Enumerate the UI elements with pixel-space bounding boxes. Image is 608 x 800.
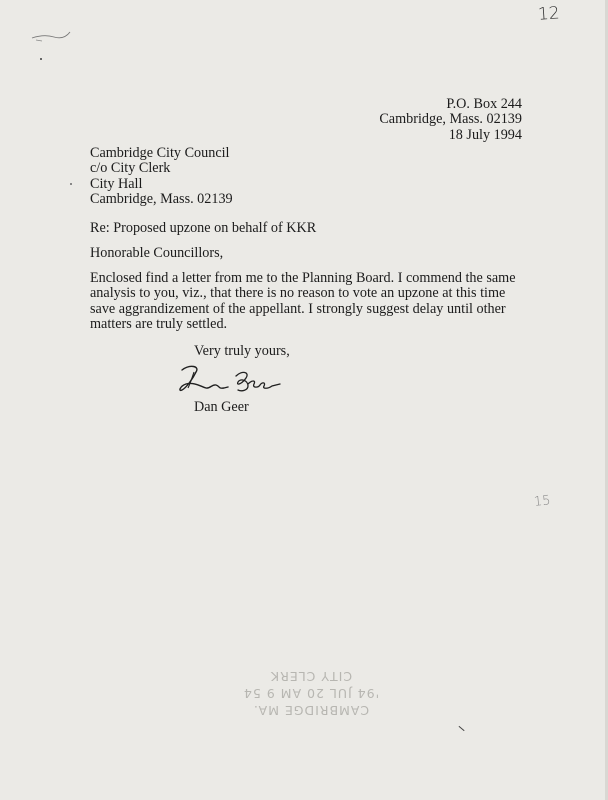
received-stamp [236, 668, 386, 719]
signer-name: Dan Geer [194, 399, 249, 415]
letter-date: 18 July 1994 [448, 126, 522, 143]
handwritten-signature [176, 358, 286, 398]
salutation: Honorable Councillors, [90, 245, 224, 261]
recipient-line: Cambridge, Mass. 02139 [90, 191, 233, 208]
recipient-line: c/o City Clerk [90, 160, 171, 177]
return-address-line: Cambridge, Mass. 02139 [379, 111, 522, 128]
return-address [379, 97, 522, 143]
handwritten-page-number: 12 [537, 3, 561, 25]
body-line: save aggrandizement of the appellant. I strongly suggest delay until other [90, 300, 506, 317]
closing: Very truly yours, [194, 343, 290, 359]
handwritten-page-number-faint: 15 [533, 493, 552, 510]
stamp-line: '94 JUL 20 AM 9 54 [242, 686, 380, 701]
speck [40, 58, 42, 60]
body-line: analysis to you, viz., that there is no reason to vote an upzone at this time [90, 285, 506, 302]
subject-line: Re: Proposed upzone on behalf of KKR [90, 220, 317, 236]
pencil-tick [458, 726, 464, 731]
stamp-line: CITY CLERK [269, 669, 353, 684]
recipient-line: Cambridge City Council [90, 145, 230, 161]
body-line: matters are truly settled. [90, 316, 228, 333]
return-address-line: P.O. Box 244 [446, 96, 522, 112]
pencil-mark-icon [30, 28, 74, 48]
recipient-line: City Hall [90, 175, 143, 192]
body-paragraph [90, 271, 530, 333]
body-line: Enclosed find a letter from me to the Planning Board. I commend the same [90, 270, 516, 286]
stamp-line: CAMBRIDGE MA. [252, 703, 370, 718]
speck [70, 183, 72, 185]
recipient-address [90, 146, 233, 208]
